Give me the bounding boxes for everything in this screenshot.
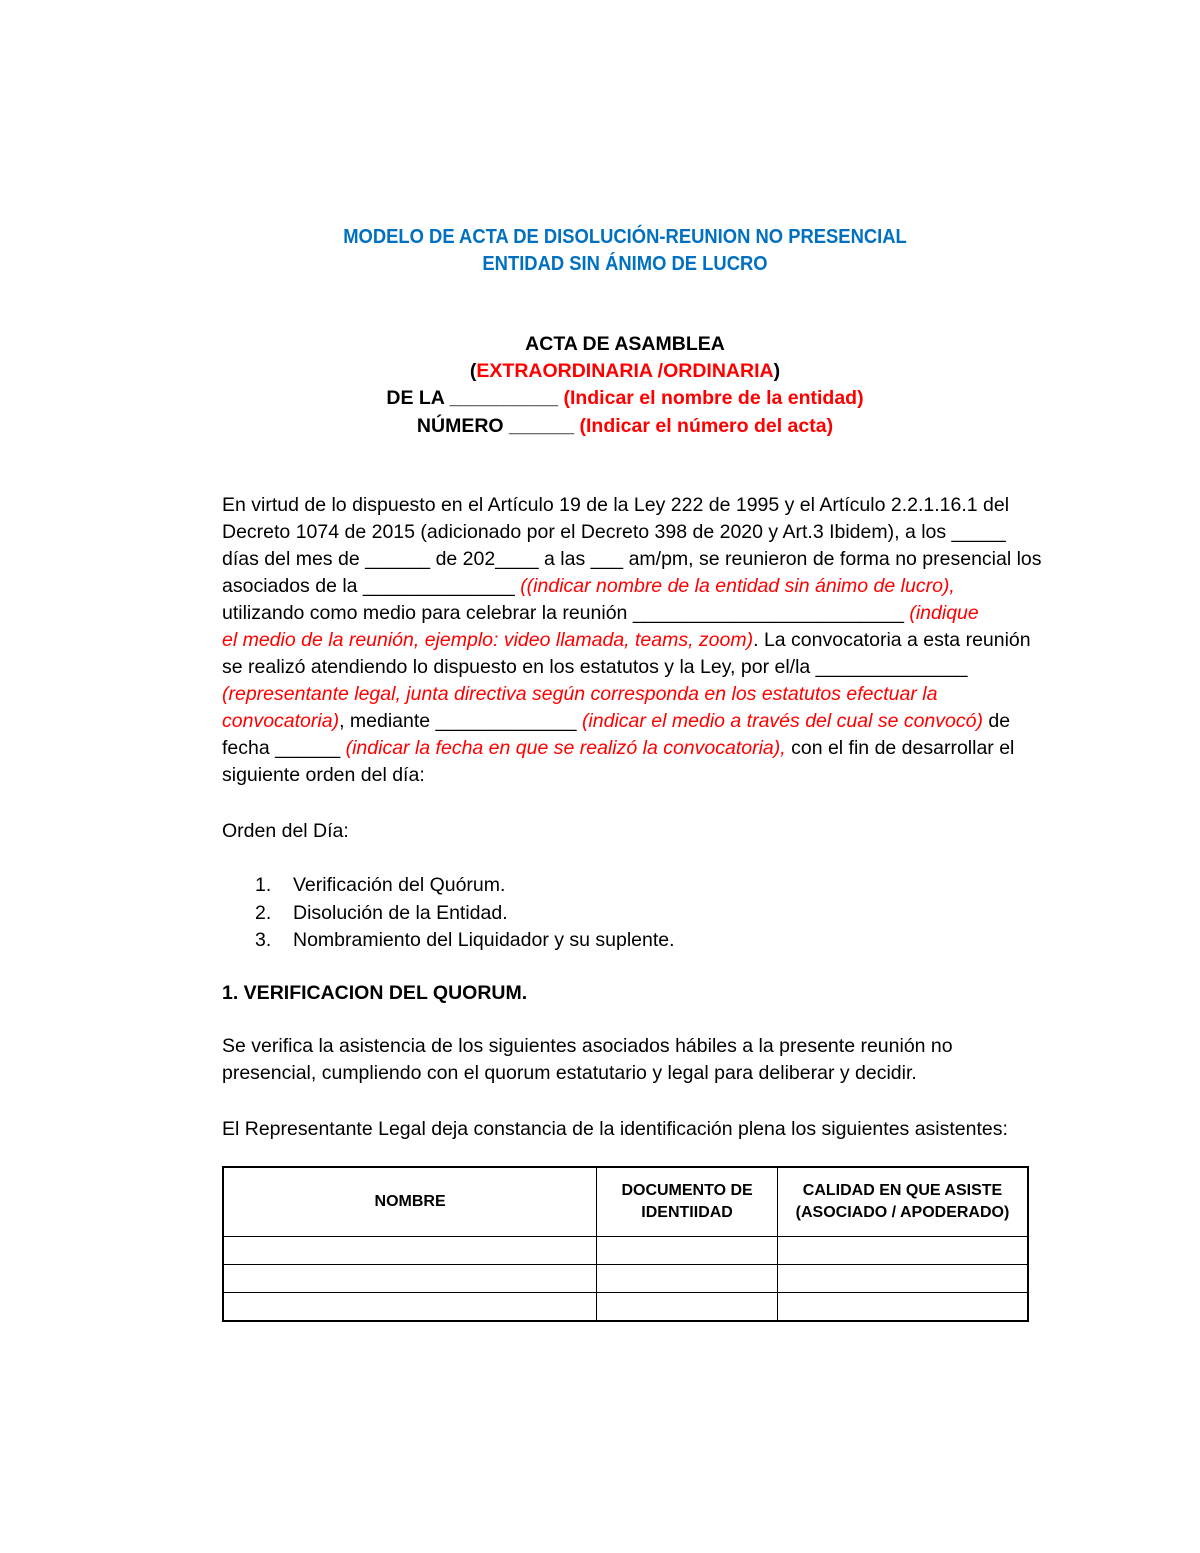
intro-line — [222, 627, 1033, 654]
intro-hint: el medio de la reunión, ejemplo: video llamada, teams, zoom) — [222, 629, 754, 651]
table-cell[interactable] — [597, 1237, 778, 1265]
acta-type — [222, 357, 1028, 386]
table-cell[interactable] — [223, 1265, 597, 1293]
agenda-item-number: 3. — [255, 929, 272, 951]
intro-line: se realizó atendiendo lo dispuesto en los estatutos y la Ley, por el/la ______________ — [222, 656, 968, 678]
paren-open: ( — [469, 360, 477, 382]
intro-line — [222, 735, 1033, 762]
acta-number-line — [222, 412, 1028, 441]
intro-line: Decreto 1074 de 2015 (adicionado por el Decreto 398 de 2020 y Art.3 Ibidem), a los _____ — [222, 521, 1006, 543]
acta-entity-line — [222, 384, 1028, 413]
intro-line — [222, 573, 1033, 600]
intro-line: días del mes de ______ de 202____ a las ___ am/pm, se reunieron de forma no presencial los — [222, 548, 1042, 570]
intro-hint: (indicar el medio a través del cual se convocó) — [581, 710, 983, 732]
document-title-line2: ENTIDAD SIN ÁNIMO DE LUCRO — [482, 253, 768, 275]
table-cell[interactable] — [597, 1293, 778, 1322]
attendees-intro: El Representante Legal deja constancia de la identificación plena los siguientes asistentes: — [222, 1118, 1008, 1140]
table-row — [223, 1293, 1028, 1322]
intro-line: siguiente orden del día: — [222, 764, 425, 786]
intro-paragraph — [222, 492, 1042, 789]
agenda-item-label: Nombramiento del Liquidador y su suplente. — [293, 929, 675, 951]
intro-hint: (indique — [909, 602, 979, 624]
agenda-item-number: 1. — [255, 874, 272, 896]
intro-hint: convocatoria) — [222, 710, 340, 732]
intro-text: utilizando como medio para celebrar la reunión _________________________ — [222, 602, 910, 624]
intro-hint: , — [949, 575, 955, 597]
column-header-documento: DOCUMENTO DE IDENTIIDAD — [597, 1167, 778, 1237]
table-cell[interactable] — [778, 1265, 1029, 1293]
intro-hint-line: (representante legal, junta directiva según corresponda en los estatutos efectuar la — [222, 683, 938, 705]
column-header-calidad: CALIDAD EN QUE ASISTE (ASOCIADO / APODERADO) — [778, 1167, 1029, 1237]
table-cell[interactable] — [223, 1293, 597, 1322]
acta-type-value: EXTRAORDINARIA /ORDINARIA — [476, 360, 774, 382]
agenda-list — [255, 872, 675, 955]
table-cell[interactable] — [223, 1237, 597, 1265]
agenda-title: Orden del Día: — [222, 820, 349, 842]
quorum-line: Se verifica la asistencia de los siguientes asociados hábiles a la presente reunión no — [222, 1035, 953, 1057]
acta-title: ACTA DE ASAMBLEA — [525, 333, 725, 355]
intro-text: fecha ______ — [222, 737, 346, 759]
agenda-item-number: 2. — [255, 901, 272, 924]
quorum-paragraph — [222, 1033, 1033, 1087]
column-header-nombre: NOMBRE — [223, 1167, 597, 1237]
quorum-line: presencial, cumpliendo con el quorum estatutario y legal para deliberar y decidir. — [222, 1062, 917, 1084]
table-cell[interactable] — [778, 1293, 1029, 1322]
attendees-table — [222, 1166, 1029, 1322]
agenda-item-label: Disolución de la Entidad. — [293, 901, 508, 924]
paren-close: ) — [773, 360, 781, 382]
de-la-label: DE LA __________ — [386, 387, 564, 409]
de-la-hint: (Indicar el nombre de la entidad) — [563, 387, 864, 409]
table-header-row — [223, 1167, 1028, 1237]
agenda-item-label: Verificación del Quórum. — [293, 874, 506, 896]
table-row — [223, 1237, 1028, 1265]
section-heading: 1. VERIFICACION DEL QUORUM. — [222, 982, 528, 1004]
table-cell[interactable] — [597, 1265, 778, 1293]
numero-hint: (Indicar el número del acta) — [579, 415, 834, 437]
intro-text: de — [982, 710, 1011, 732]
agenda-item — [255, 872, 675, 900]
table-cell[interactable] — [778, 1237, 1029, 1265]
document-title-line1: MODELO DE ACTA DE DISOLUCIÓN-REUNION NO PRESENCIAL — [343, 226, 907, 248]
intro-hint: (indicar la fecha en que se realizó la convocatoria), — [345, 737, 786, 759]
intro-text: asociados de la ______________ — [222, 575, 521, 597]
table-row — [223, 1265, 1028, 1293]
intro-line: En virtud de lo dispuesto en el Artículo 19 de la Ley 222 de 1995 y el Artículo 2.2.1.16.1 del — [222, 494, 1010, 516]
intro-line — [222, 708, 1033, 735]
agenda-item — [255, 927, 675, 955]
intro-hint: ((indicar nombre de la entidad sin ánimo de lucro) — [520, 575, 950, 597]
numero-label: NÚMERO ______ — [416, 415, 580, 437]
intro-line — [222, 600, 1033, 627]
agenda-item — [255, 900, 675, 928]
intro-text: con el fin de desarrollar el — [785, 737, 1015, 759]
intro-text: , mediante _____________ — [339, 710, 582, 732]
intro-text: . La convocatoria a esta reunión — [753, 629, 1031, 651]
